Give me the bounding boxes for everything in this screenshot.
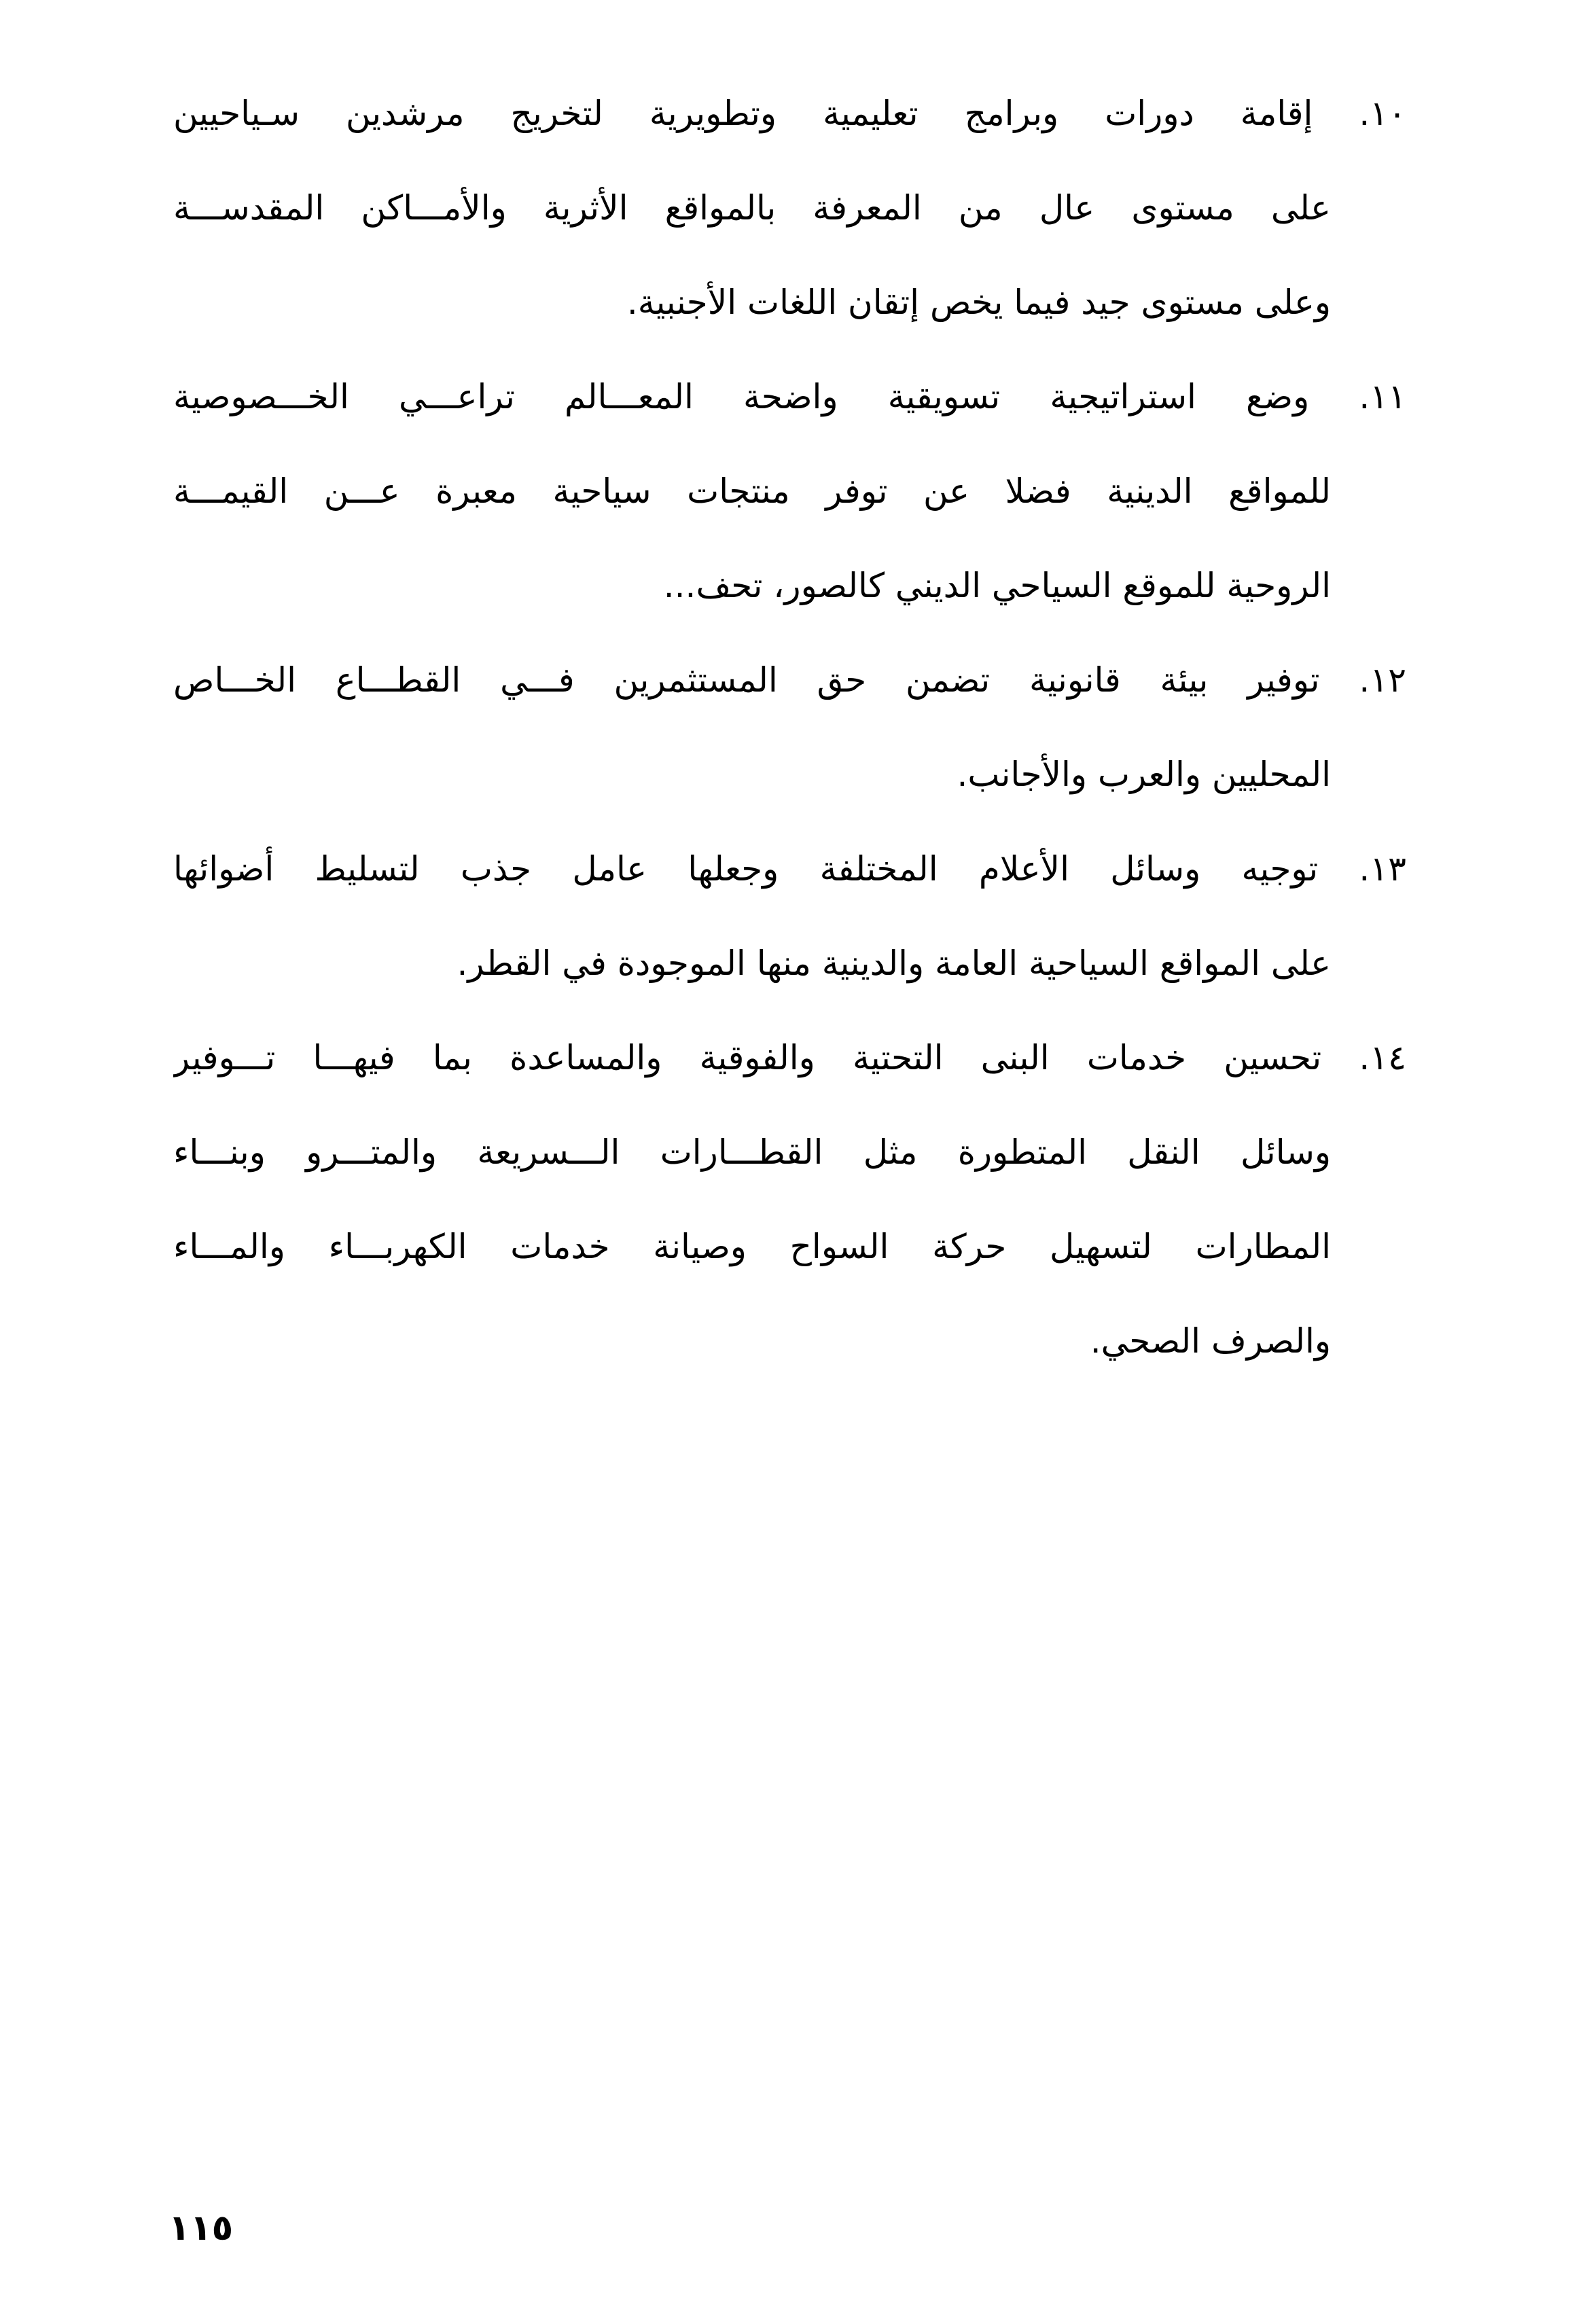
item-12-line-1: ١٢. توفير بيئة قانونية تضمن حق المستثمرين فـــي القطـــاع الخـــاص bbox=[173, 660, 1406, 700]
page-number: ١١٥ bbox=[168, 2208, 234, 2249]
item-13-line-2: على المواقع السياحية العامة والدينية منها الموجودة في القطر. bbox=[457, 944, 1331, 983]
item-10-line-2: على مستوى عال من المعرفة بالمواقع الأثرية والأمـــاكن المقدســـة bbox=[173, 188, 1331, 228]
list-item-10 bbox=[173, 67, 1406, 350]
list-item-13 bbox=[173, 822, 1406, 1011]
item-13-line-1: ١٣. توجيه وسائل الأعلام المختلفة وجعلها عامل جذب لتسليط أضوائها bbox=[173, 849, 1406, 889]
item-11-line-1: ١١. وضع استراتيجية تسويقية واضحة المعـــالم تراعـــي الخـــصوصية bbox=[173, 377, 1406, 416]
item-11-line-2: للمواقع الدينية فضلا عن توفر منتجات سياحية معبرة عـــن القيمـــة bbox=[173, 471, 1331, 511]
list-item-12 bbox=[173, 633, 1406, 822]
item-10-line-3: وعلى مستوى جيد فيما يخص إتقان اللغات الأجنبية. bbox=[626, 283, 1331, 322]
list-item-11 bbox=[173, 350, 1406, 633]
item-14-line-3: المطارات لتسهيل حركة السواح وصيانة خدمات الكهربـــاء والمـــاء bbox=[173, 1227, 1331, 1266]
item-14-line-4: والصرف الصحي. bbox=[1090, 1321, 1331, 1361]
item-12-line-2: المحليين والعرب والأجانب. bbox=[957, 755, 1331, 794]
item-10-line-1: ١٠. إقامة دورات وبرامج تعليمية وتطويرية لتخريج مرشدين سـياحيين bbox=[173, 94, 1406, 133]
recommendations-list bbox=[173, 67, 1406, 1389]
item-11-line-3: الروحية للموقع السياحي الديني كالصور، تحف... bbox=[663, 566, 1331, 605]
list-item-14 bbox=[173, 1011, 1406, 1389]
item-14-line-1: ١٤. تحسين خدمات البنى التحتية والفوقية والمساعدة بما فيهـــا تـــوفير bbox=[173, 1038, 1406, 1077]
item-14-line-2: وسائل النقل المتطورة مثل القطـــارات الـــسريعة والمتـــرو وبنـــاء bbox=[173, 1132, 1331, 1172]
